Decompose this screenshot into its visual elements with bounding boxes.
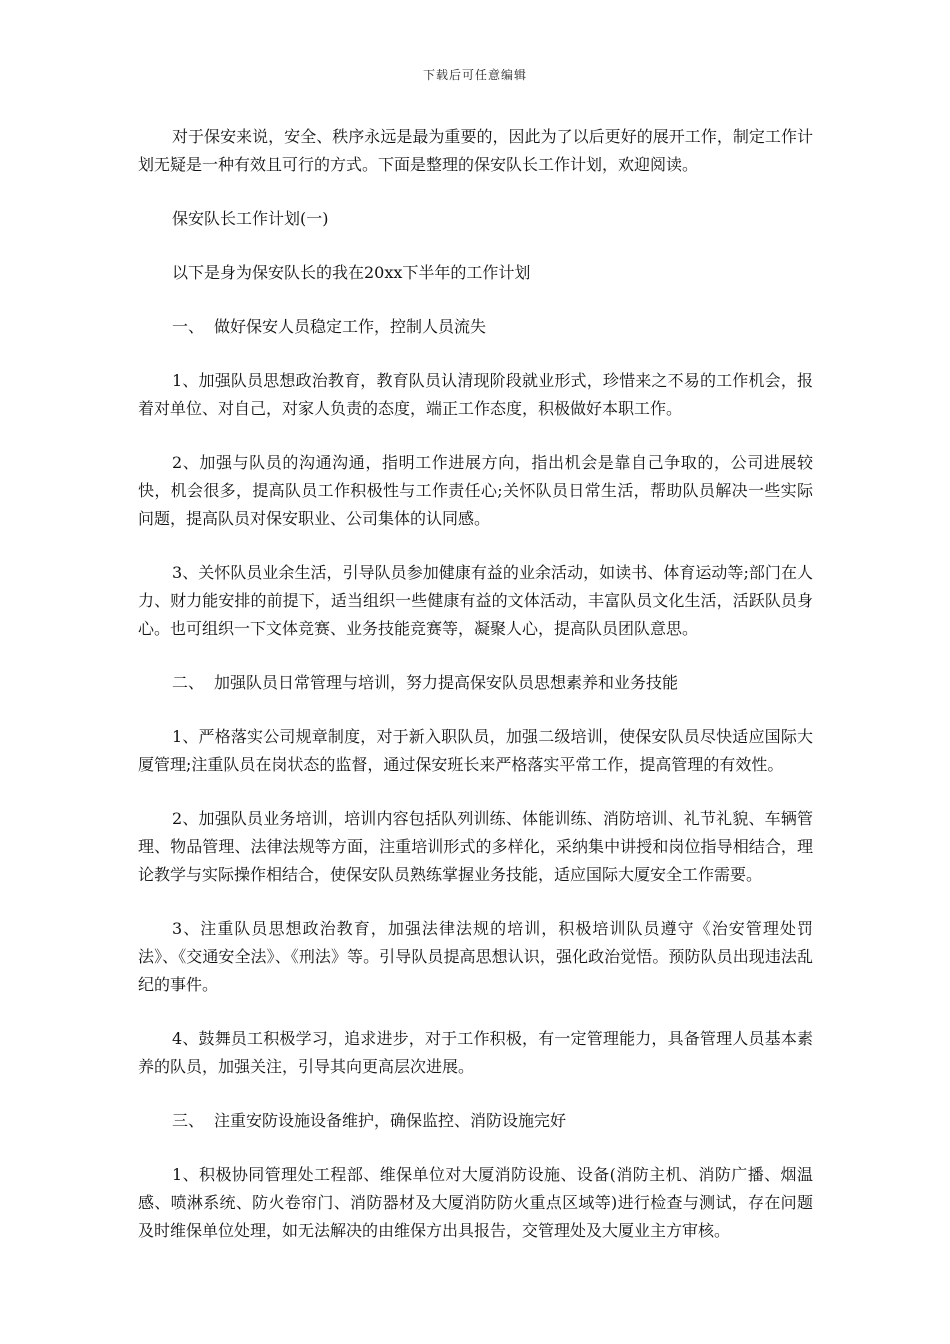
section-number: 二、: [172, 673, 205, 692]
list-item: 2、加强队员业务培训，培训内容包括队列训练、体能训练、消防培训、礼节礼貌、车辆管理、物品管理、法律法规等方面，注重培训形式的多样化，采纳集中讲授和岗位指导相结合，理论教学与实际操作相结合，使保安队员熟练掌握业务技能，适应国际大厦安全工作需要。: [138, 809, 813, 884]
list-item: 2、加强与队员的沟通沟通，指明工作进展方向，指出机会是靠自己争取的，公司进展较快，机会很多，提高队员工作积极性与工作责任心;关怀队员日常生活，帮助队员解决一些实际问题，提高队员对保安职业、公司集体的认同感。: [138, 453, 813, 528]
section-heading-3: [138, 1107, 813, 1135]
section-number: 三、: [172, 1111, 205, 1130]
document-body: [138, 123, 813, 1271]
list-item: 1、积极协同管理处工程部、维保单位对大厦消防设施、设备(消防主机、消防广播、烟温感、喷淋系统、防火卷帘门、消防器材及大厦消防防火重点区域等)进行检查与测试，存在问题及时维保单位处理，如无法解决的由维保方出具报告，交管理处及大厦业主方审核。: [138, 1165, 813, 1240]
section-number: 一、: [172, 317, 205, 336]
page-header: 下载后可任意编辑: [422, 68, 527, 82]
list-item: 4、鼓舞员工积极学习，追求进步，对于工作积极，有一定管理能力，具备管理人员基本素养的队员，加强关注，引导其向更高层次进展。: [138, 1029, 813, 1076]
section-heading-2: [138, 669, 813, 697]
section-heading-1: [138, 313, 813, 341]
section-title: 加强队员日常管理与培训，努力提高保安队员思想素养和业务技能: [214, 673, 679, 692]
list-item: 3、注重队员思想政治教育，加强法律法规的培训，积极培训队员遵守《治安管理处罚法》、《交通安全法》、《刑法》等。引导队员提高思想认识，强化政治觉悟。预防队员出现违法乱纪的事件。: [138, 919, 813, 994]
list-item: 1、严格落实公司规章制度，对于新入职队员，加强二级培训，使保安队员尽快适应国际大厦管理;注重队员在岗状态的监督，通过保安班长来严格落实平常工作，提高管理的有效性。: [138, 727, 813, 774]
list-item: 1、加强队员思想政治教育，教育队员认清现阶段就业形式，珍惜来之不易的工作机会，报着对单位、对自己，对家人负责的态度，端正工作态度，积极做好本职工作。: [138, 371, 813, 418]
list-item: 3、关怀队员业余生活，引导队员参加健康有益的业余活动，如读书、体育运动等;部门在人力、财力能安排的前提下，适当组织一些健康有益的文体活动，丰富队员文化生活，活跃队员身心。也可组织一下文体竞赛、业务技能竞赛等，凝聚人心，提高队员团队意思。: [138, 563, 813, 638]
plan-title: 保安队长工作计划(一): [172, 209, 329, 228]
section-title: 注重安防设施设备维护，确保监控、消防设施完好: [214, 1111, 567, 1130]
section-title: 做好保安人员稳定工作，控制人员流失: [214, 317, 487, 336]
lead-paragraph: 以下是身为保安队长的我在20xx下半年的工作计划: [172, 263, 531, 282]
intro-paragraph: 对于保安来说，安全、秩序永远是最为重要的，因此为了以后更好的展开工作，制定工作计划无疑是一种有效且可行的方式。下面是整理的保安队长工作计划，欢迎阅读。: [138, 127, 813, 174]
